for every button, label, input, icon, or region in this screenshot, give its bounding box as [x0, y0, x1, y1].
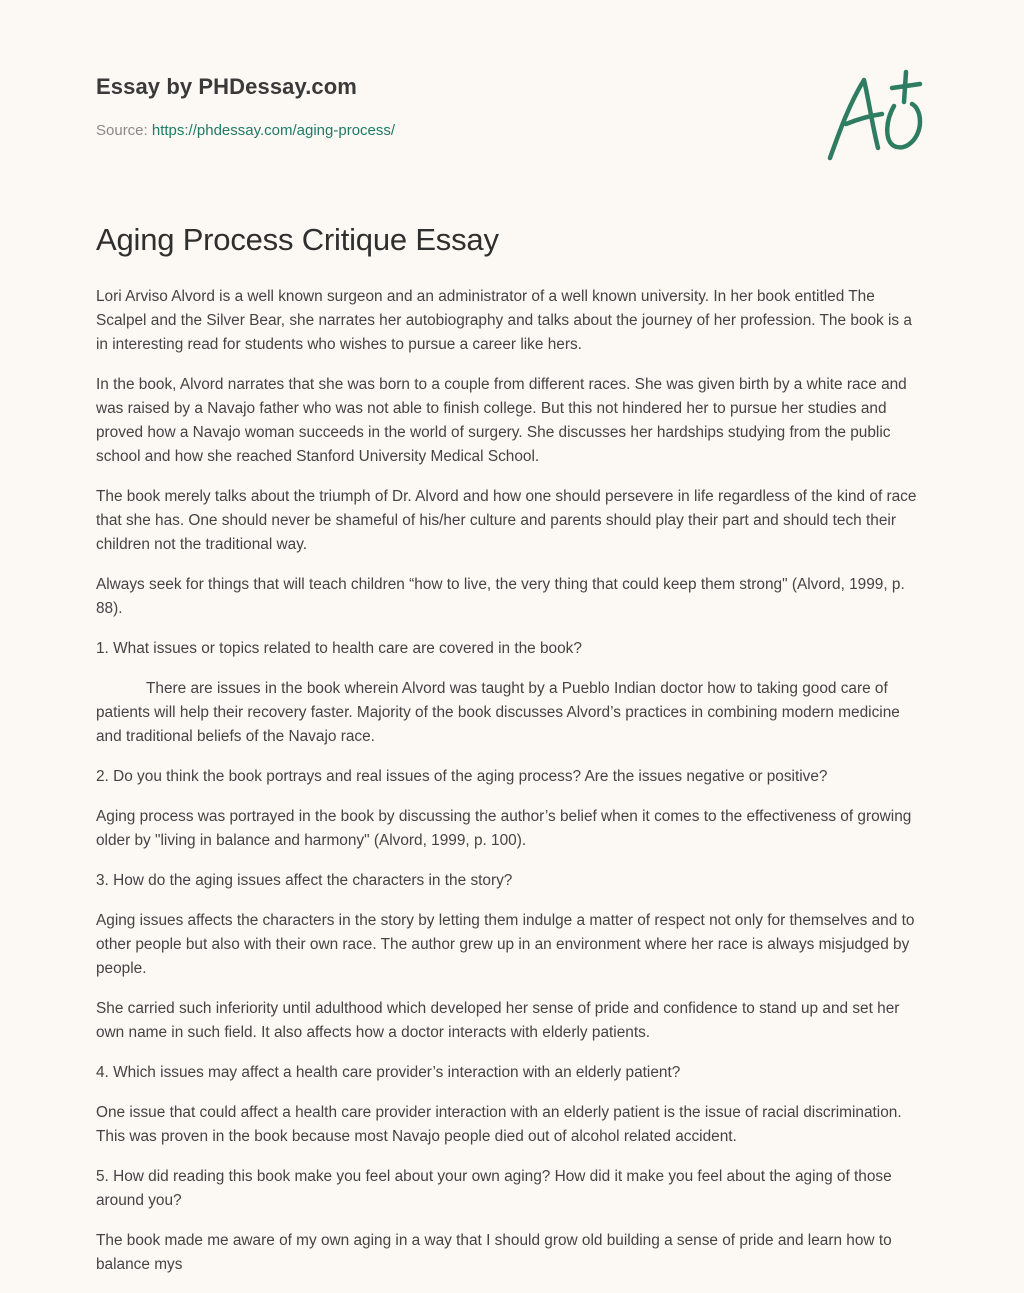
a-plus-icon	[820, 66, 930, 166]
paragraph: She carried such inferiority until adulthood which developed her sense of pride and confidence to stand up and set her own name in such field. It also affects how a doctor interacts with elderly patients.	[96, 1000, 900, 1041]
paragraph: Lori Arviso Alvord is a well known surgeon and an administrator of a well known university. In her book entitled The Scalpel and the Silver Bear, she narrates her autobiography and talks about the journey of her profession. The book is a in interesting read for students who wishes to pursue a career like hers.	[96, 288, 912, 353]
essay-body	[96, 285, 926, 1293]
question: 3. How do the aging issues affect the characters in the story?	[96, 872, 513, 889]
essay-title: Aging Process Critique Essay	[96, 222, 499, 257]
paragraph: Always seek for things that will teach children “how to live, the very thing that could keep them strong" (Alvord, 1999, p. 88).	[96, 576, 905, 617]
page-header	[96, 74, 928, 139]
question: 2. Do you think the book portrays and real issues of the aging process? Are the issues negative or positive?	[96, 768, 828, 785]
source-link[interactable]: https://phdessay.com/aging-process/	[151, 122, 396, 139]
question: 1. What issues or topics related to health care are covered in the book?	[96, 640, 582, 657]
source-label: Source:	[96, 122, 148, 139]
paragraph: In the book, Alvord narrates that she was born to a couple from different races. She was given birth by a white race and was raised by a Navajo father who was not able to finish college. But this not hindered her to pursue her studies and proved how a Navajo woman succeeds in the world of surgery. She discusses her hardships studying from the public school and how she reached Stanford University Medical School.	[96, 376, 907, 465]
question: 4. Which issues may affect a health care provider’s interaction with an elderly patient?	[96, 1064, 681, 1081]
paragraph: Aging issues affects the characters in the story by letting them indulge a matter of respect not only for themselves and to other people but also with their own race. The author grew up in an environment where her race is always misjudged by people.	[96, 912, 915, 977]
paragraph: Aging process was portrayed in the book by discussing the author’s belief when it comes to the effectiveness of growing older by "living in balance and harmony" (Alvord, 1999, p. 100).	[96, 808, 912, 849]
paragraph: One issue that could affect a health care provider interaction with an elderly patient is the issue of racial discrimination. This was proven in the book because most Navajo people died out of alcohol related accident.	[96, 1104, 902, 1145]
source-line	[96, 122, 928, 139]
site-brand: Essay by PHDessay.com	[96, 74, 357, 99]
paragraph: The book merely talks about the triumph of Dr. Alvord and how one should persevere in life regardless of the kind of race that she has. One should never be shameful of his/her culture and parents should play their part and should tech their children not the traditional way.	[96, 488, 917, 553]
question: 5. How did reading this book make you feel about your own aging? How did it make you feel about the aging of those around you?	[96, 1168, 892, 1209]
paragraph: There are issues in the book wherein Alvord was taught by a Pueblo Indian doctor how to taking good care of patients will help their recovery faster. Majority of the book discusses Alvord’s practices in combining modern medicine and traditional beliefs of the Navajo race.	[96, 680, 900, 745]
paragraph: The book made me aware of my own aging in a way that I should grow old building a sense of pride and learn how to balance mys	[96, 1232, 892, 1273]
